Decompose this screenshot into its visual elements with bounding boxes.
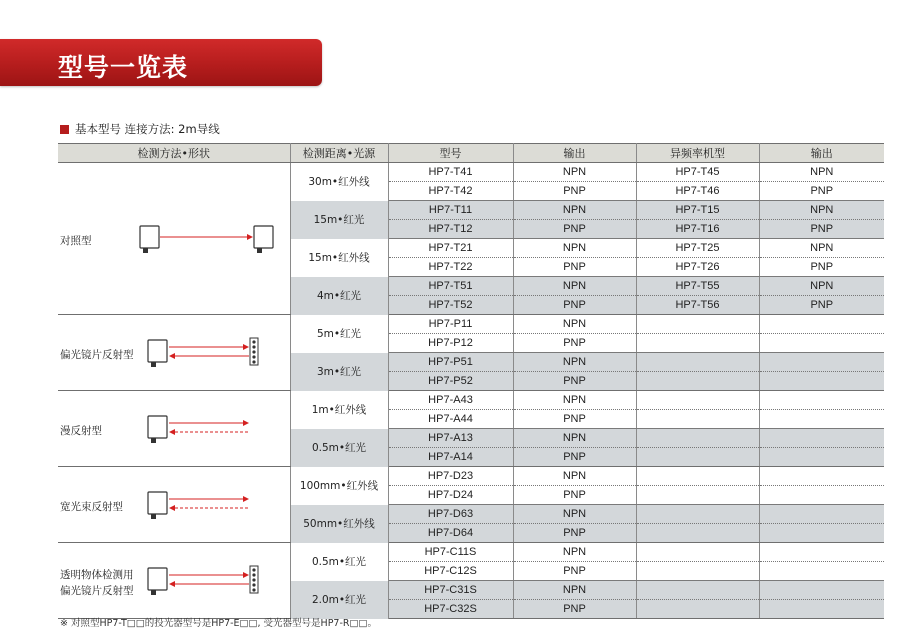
output-cell: NPN: [513, 505, 636, 524]
alt-model-cell: [636, 372, 759, 391]
detection-method-cell: [58, 315, 290, 391]
detection-method-cell: [58, 391, 290, 467]
output-cell: NPN: [513, 467, 636, 486]
table-row: [58, 467, 884, 486]
alt-model-cell: [636, 467, 759, 486]
alt-model-cell: [636, 391, 759, 410]
alt-model-cell: [636, 562, 759, 581]
model-table: [58, 143, 884, 619]
alt-output-cell: [759, 372, 884, 391]
alt-output-cell: [759, 353, 884, 372]
sensor-diagram: [132, 412, 292, 449]
alt-output-cell: [759, 505, 884, 524]
output-cell: PNP: [513, 410, 636, 429]
detection-method-label: 偏光镜片反射型: [60, 349, 134, 361]
model-cell: HP7-D64: [388, 524, 513, 543]
table-body: [58, 163, 884, 619]
alt-output-cell: [759, 486, 884, 505]
detection-distance-cell: 5m•红光: [290, 315, 388, 353]
output-cell: PNP: [513, 220, 636, 239]
header-distance: 检测距离•光源: [290, 144, 388, 163]
alt-model-cell: [636, 505, 759, 524]
table-header-row: [58, 144, 884, 163]
output-cell: PNP: [513, 562, 636, 581]
alt-output-cell: NPN: [759, 239, 884, 258]
table-row: [58, 315, 884, 334]
model-cell: HP7-A44: [388, 410, 513, 429]
model-cell: HP7-D63: [388, 505, 513, 524]
alt-output-cell: PNP: [759, 258, 884, 277]
detection-distance-cell: 0.5m•红光: [290, 543, 388, 581]
alt-model-cell: [636, 581, 759, 600]
output-cell: PNP: [513, 372, 636, 391]
output-cell: NPN: [513, 163, 636, 182]
alt-model-cell: [636, 600, 759, 619]
alt-output-cell: [759, 315, 884, 334]
alt-model-cell: [636, 543, 759, 562]
output-cell: PNP: [513, 334, 636, 353]
model-cell: HP7-C11S: [388, 543, 513, 562]
section-label: 基本型号 连接方法: 2m导线: [75, 122, 220, 136]
detection-method-label: 宽光束反射型: [60, 501, 123, 513]
alt-model-cell: HP7-T15: [636, 201, 759, 220]
alt-model-cell: HP7-T45: [636, 163, 759, 182]
sensor-diagram: [132, 488, 292, 525]
output-cell: NPN: [513, 239, 636, 258]
sensor-diagram: [132, 564, 292, 601]
alt-output-cell: PNP: [759, 220, 884, 239]
output-cell: PNP: [513, 486, 636, 505]
detection-distance-cell: 15m•红外线: [290, 239, 388, 277]
detection-distance-cell: 3m•红光: [290, 353, 388, 391]
footnote: ※ 对照型HP7-T□□的投光器型号是HP7-E□□, 受光器型号是HP7-R□□。: [60, 618, 377, 629]
output-cell: NPN: [513, 315, 636, 334]
alt-model-cell: HP7-T56: [636, 296, 759, 315]
output-cell: NPN: [513, 277, 636, 296]
header-alt-output: 输出: [759, 144, 884, 163]
alt-model-cell: [636, 429, 759, 448]
alt-output-cell: [759, 448, 884, 467]
detection-distance-cell: 4m•红光: [290, 277, 388, 315]
table-row: [58, 543, 884, 562]
detection-method-label: 透明物体检测用 偏光镜片反射型: [60, 569, 134, 597]
model-cell: HP7-T42: [388, 182, 513, 201]
alt-model-cell: HP7-T55: [636, 277, 759, 296]
alt-model-cell: [636, 486, 759, 505]
alt-model-cell: [636, 448, 759, 467]
alt-output-cell: [759, 524, 884, 543]
alt-output-cell: [759, 429, 884, 448]
section-heading: [60, 121, 220, 137]
table-row: [58, 391, 884, 410]
output-cell: PNP: [513, 258, 636, 277]
alt-model-cell: [636, 334, 759, 353]
diffuse-diagram: [132, 412, 292, 446]
model-cell: HP7-A43: [388, 391, 513, 410]
alt-output-cell: NPN: [759, 163, 884, 182]
detection-distance-cell: 0.5m•红光: [290, 429, 388, 467]
model-cell: HP7-A14: [388, 448, 513, 467]
output-cell: PNP: [513, 448, 636, 467]
output-cell: NPN: [513, 391, 636, 410]
sensor-diagram: [124, 222, 284, 259]
through-beam-diagram: [124, 222, 284, 256]
detection-distance-cell: 2.0m•红光: [290, 581, 388, 619]
output-cell: NPN: [513, 201, 636, 220]
page-title: 型号一览表: [58, 53, 189, 82]
header-output: 输出: [513, 144, 636, 163]
detection-distance-cell: 30m•红外线: [290, 163, 388, 201]
reflector-diagram: [132, 564, 292, 598]
model-cell: HP7-C32S: [388, 600, 513, 619]
alt-output-cell: [759, 467, 884, 486]
alt-output-cell: NPN: [759, 277, 884, 296]
model-cell: HP7-T41: [388, 163, 513, 182]
alt-output-cell: [759, 581, 884, 600]
alt-output-cell: NPN: [759, 201, 884, 220]
output-cell: PNP: [513, 524, 636, 543]
detection-method-cell: [58, 467, 290, 543]
model-cell: HP7-C31S: [388, 581, 513, 600]
diffuse-diagram: [132, 488, 292, 522]
title-banner: [0, 39, 322, 86]
alt-model-cell: [636, 524, 759, 543]
reflector-diagram: [132, 336, 292, 370]
model-cell: HP7-A13: [388, 429, 513, 448]
detection-distance-cell: 15m•红光: [290, 201, 388, 239]
model-cell: HP7-P52: [388, 372, 513, 391]
alt-model-cell: HP7-T26: [636, 258, 759, 277]
alt-model-cell: [636, 315, 759, 334]
model-cell: HP7-T51: [388, 277, 513, 296]
alt-model-cell: HP7-T25: [636, 239, 759, 258]
alt-model-cell: [636, 353, 759, 372]
table-row: [58, 163, 884, 182]
detection-distance-cell: 50mm•红外线: [290, 505, 388, 543]
model-cell: HP7-T22: [388, 258, 513, 277]
alt-output-cell: [759, 562, 884, 581]
model-cell: HP7-T11: [388, 201, 513, 220]
output-cell: NPN: [513, 581, 636, 600]
model-cell: HP7-T52: [388, 296, 513, 315]
alt-output-cell: [759, 391, 884, 410]
header-method: 检测方法•形状: [58, 144, 290, 163]
output-cell: NPN: [513, 543, 636, 562]
header-alt-model: 异频率机型: [636, 144, 759, 163]
alt-output-cell: PNP: [759, 296, 884, 315]
section-bullet: [60, 125, 69, 134]
model-cell: HP7-P12: [388, 334, 513, 353]
detection-method-label: 漫反射型: [60, 425, 102, 437]
alt-output-cell: [759, 543, 884, 562]
model-cell: HP7-D23: [388, 467, 513, 486]
alt-model-cell: [636, 410, 759, 429]
detection-distance-cell: 100mm•红外线: [290, 467, 388, 505]
output-cell: NPN: [513, 353, 636, 372]
detection-method-label: 对照型: [60, 235, 92, 247]
model-cell: HP7-T12: [388, 220, 513, 239]
detection-method-cell: [58, 163, 290, 315]
header-model: 型号: [388, 144, 513, 163]
alt-output-cell: [759, 600, 884, 619]
alt-output-cell: PNP: [759, 182, 884, 201]
output-cell: NPN: [513, 429, 636, 448]
model-cell: HP7-T21: [388, 239, 513, 258]
detection-method-cell: [58, 543, 290, 619]
alt-output-cell: [759, 334, 884, 353]
model-cell: HP7-C12S: [388, 562, 513, 581]
sensor-diagram: [132, 336, 292, 373]
alt-output-cell: [759, 410, 884, 429]
output-cell: PNP: [513, 600, 636, 619]
model-cell: HP7-D24: [388, 486, 513, 505]
output-cell: PNP: [513, 182, 636, 201]
model-cell: HP7-P11: [388, 315, 513, 334]
output-cell: PNP: [513, 296, 636, 315]
alt-model-cell: HP7-T46: [636, 182, 759, 201]
alt-model-cell: HP7-T16: [636, 220, 759, 239]
detection-distance-cell: 1m•红外线: [290, 391, 388, 429]
model-cell: HP7-P51: [388, 353, 513, 372]
